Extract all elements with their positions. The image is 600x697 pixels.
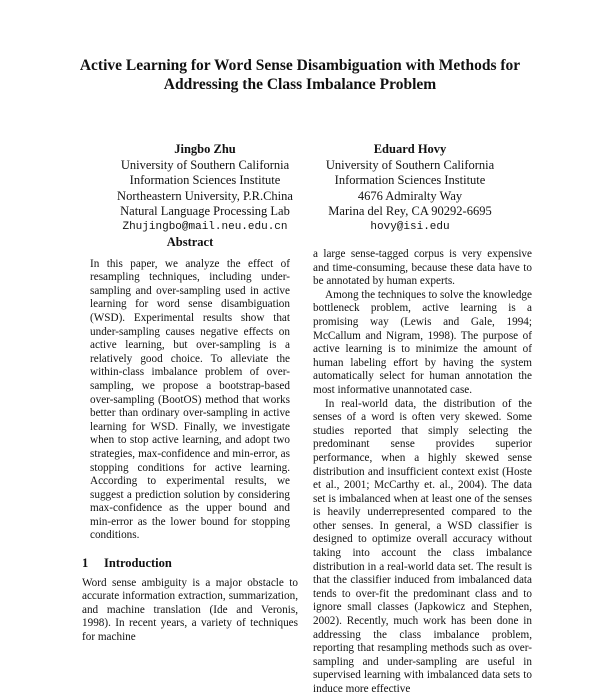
author-affiliation: Information Sciences Institute: [129, 173, 281, 187]
section-number: 1: [82, 556, 89, 571]
section-title: Introduction: [104, 556, 172, 571]
author-email: hovy@isi.edu: [370, 220, 450, 233]
left-column: [82, 236, 298, 645]
author-affiliation: Natural Language Processing Lab: [120, 204, 290, 218]
author-name: Jingbo Zhu: [174, 142, 236, 156]
section-heading-introduction: [82, 557, 298, 571]
body-paragraph: a large sense-tagged corpus is very expensive and time-consuming, because these data have to be annotated by human experts.: [313, 248, 532, 288]
author-affiliation: University of Southern California: [120, 157, 290, 172]
body-paragraph: In real-world data, the distribution of the senses of a word is often very skewed. Some studies reported that simply selecting the predominant sense provides superior performance, when a highly skewed sense distribution and insufficient context exist (Hoste et al., 2001; McCarthy et. al., 2004). The data set is imbalanced when at least one of the senses is heavily underrepresented compared to the other senses. In general, a WSD classifier is designed to optimize overall accuracy without taking into account the class imbalance distribution in a real-world data set. The result is that the classifier induced from imbalanced data tends to over-fit the predominant class and to ignore small classes (Japkowicz and Stephen, 2002). Recently, much work has been done in addressing the class imbalance problem, reporting that resampling methods such as over-sampling and under-sampling are useful in supervised learning with imbalanced data sets to induce more effective: [313, 397, 532, 695]
author-affiliation: Information Sciences Institute: [334, 173, 486, 187]
abstract-text: In this paper, we analyze the effect of resampling techniques, including under-sampling and over-sampling used in active learning for word sense disambiguation (WSD). Experimental results show that under-sampling causes negative effects on active learning, but over-sampling is a relatively good choice. To alleviate the within-class imbalance problem of over-sampling, we propose a bootstrap-based over-sampling (BootOS) method that works better than ordinary over-sampling in active learning for WSD. Finally, we investigate when to stop active learning, and adopt two strategies, max-confidence and min-error, as stopping conditions for active learning. According to experimental results, we suggest a prediction solution by considering max-confidence as the upper bound and min-error as the lower bound for stopping conditions.: [90, 257, 290, 542]
title-line-1: Active Learning for Word Sense Disambiguation with Methods for: [79, 57, 521, 74]
author-affiliation: 4676 Admiralty Way: [357, 188, 463, 203]
author-block-1: [100, 142, 310, 235]
paper-title: [60, 56, 540, 94]
author-name: Eduard Hovy: [373, 142, 447, 156]
author-affiliation: University of Southern California: [325, 157, 495, 172]
introduction-paragraph: Word sense ambiguity is a major obstacle to accurate information extraction, summarization, and machine translation (Ide and Veronis, 1998). In recent years, a variety of techniques for machine: [82, 576, 298, 644]
author-block-2: [305, 142, 515, 235]
body-paragraph: Among the techniques to solve the knowledge bottleneck problem, active learning is a promising way (Lewis and Gale, 1994; McCallum and Nigram, 1998). The purpose of active learning is to minimize the amount of human labeling effort by having the system automatically select for human annotation the most informative unannotated case.: [313, 288, 532, 396]
author-email: Zhujingbo@mail.neu.edu.cn: [122, 220, 288, 233]
abstract-heading: Abstract: [166, 235, 214, 249]
author-affiliation: Marina del Rey, CA 90292-6695: [328, 204, 492, 218]
author-affiliation: Northeastern University, P.R.China: [117, 188, 293, 203]
right-column: [313, 248, 532, 697]
title-line-2: Addressing the Class Imbalance Problem: [163, 76, 437, 93]
